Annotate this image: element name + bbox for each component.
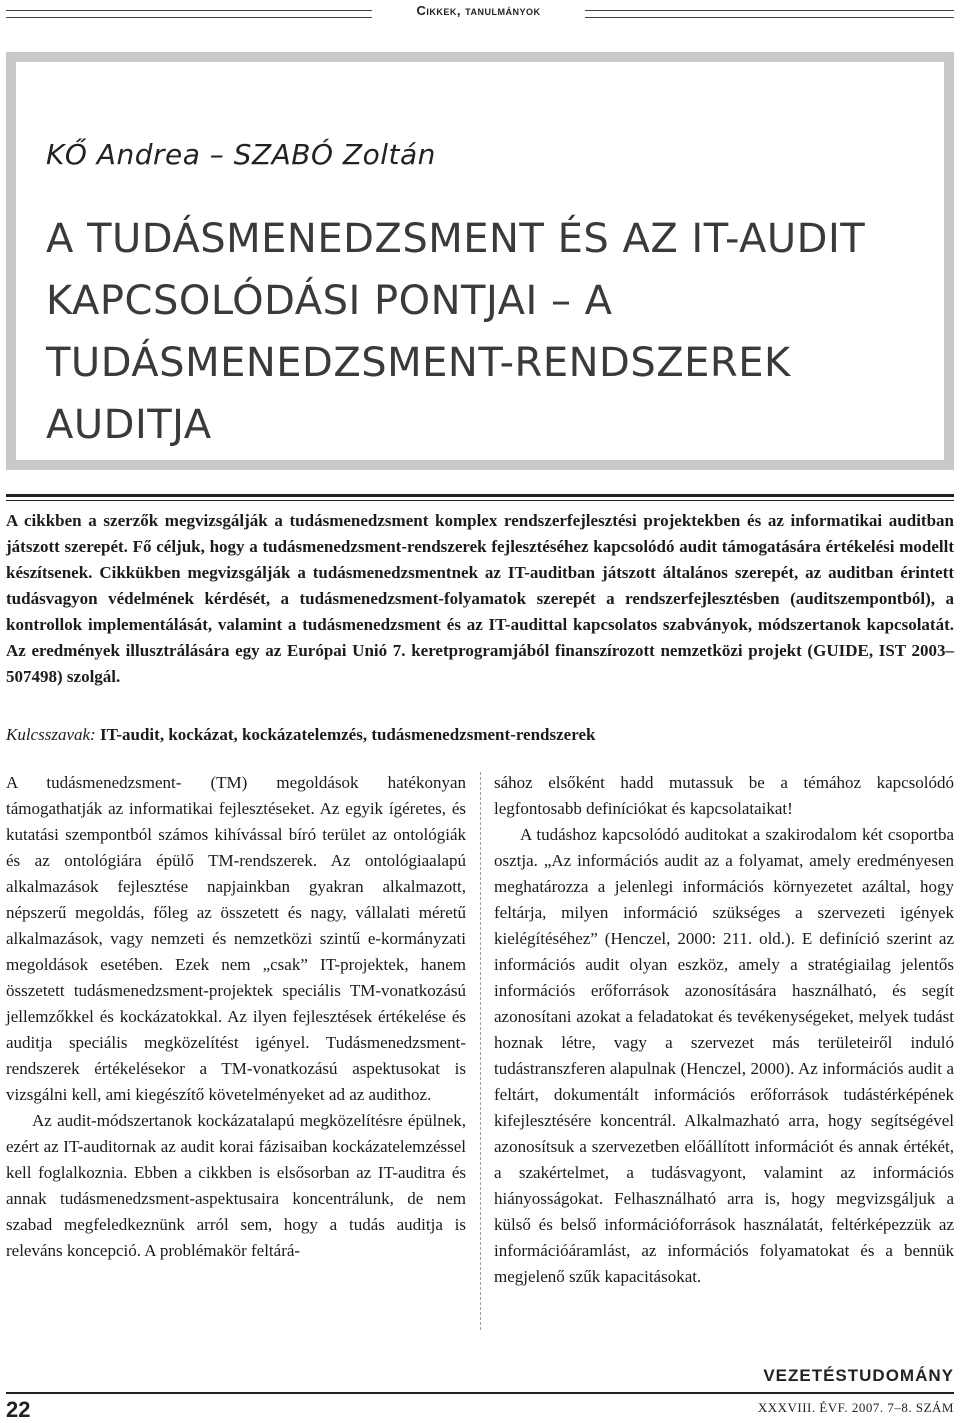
column-separator: [480, 772, 481, 1330]
title-frame: [6, 52, 954, 470]
running-header: [0, 0, 960, 26]
keywords-line: [6, 722, 954, 748]
header-rule-left: [6, 10, 372, 18]
body-column-left: [6, 770, 466, 1264]
footer-rule: [6, 1392, 954, 1394]
title-rule-thick: [6, 494, 954, 497]
issue-info: XXXVIII. ÉVF. 2007. 7–8. SZÁM: [757, 1400, 954, 1415]
keywords-label: Kulcsszavak:: [6, 725, 96, 744]
keywords-text: IT-audit, kockázat, kockázatelemzés, tudásmenedzsment-rendszerek: [99, 725, 596, 744]
title-rule-thin: [6, 500, 954, 501]
body-paragraph: Az audit-módszertanok kockázatalapú megközelítésre épülnek, ezért az IT-auditornak az audit korai fázisaiban kockázatelemzéssel kell foglalkoznia. Ebben a cikkben is elsősorban az IT-auditra és annak tudásmenedzsment-aspektusaira koncentrálunk, de nem szabad megfeledkeznünk arról sem, hogy a tudás auditja is releváns koncepció. A problémakör feltárá-: [6, 1111, 466, 1260]
title-box: [16, 62, 944, 460]
header-rule-right: [585, 10, 954, 18]
body-paragraph: sához elsőként hadd mutassuk be a témához kapcsolódó legfontosabb definíciókat és kapcsolataikat!: [494, 773, 954, 818]
page-number: 22: [6, 1397, 31, 1422]
body-paragraph: A tudáshoz kapcsolódó auditokat a szakirodalom két csoportba osztja. „Az információs audit az a folyamat, amely eredményesen meghatározza a jelenlegi információs környezetet azáltal, hogy feltárja, milyen információ szükséges a szervezeti igények kielégítéséhez” (Henczel, 2000: 211. old.). E definíció szerint az információs audit olyan eszköz, amely a stratégiailag jelentős információs erőforrások azonosítására használható, és segít azonosítani azokat a feladatokat és tevékenységeket, melyek tudást hoznak létre, vagy a szervezet más területeiről induló tudástranszferen alapulnak (Henczel, 2000). Az információs audit a feltárt, dokumentált információs erőforrások tudástérképének kifejlesztésére koncentrál. Alkalmazható arra, hogy segítségével azonosítsuk a szervezetben előállított információt és annak értékét, a szakértelmet, a tudásvagyont, valamint az információs hiányosságokat. Felhasználható arra is, hogy megvizsgáljuk a külső és belső információforrások használatát, feltérképezzük az információáramlást, az információs folyamatokat és a bennük megjelenő szűk kapacitásokat.: [494, 825, 954, 1286]
body-column-right: [494, 770, 954, 1290]
body-paragraph: A tudásmenedzsment- (TM) megoldások hatékonyan támogathatják az informatikai fejlesztéseket. Az egyik ígéretes, és kutatási szempontból számos kihívással bíró terület az ontológiák és az ontológiára épülő TM-rendszerek. Az ontológiaalapú alkalmazások fejlesztése napjainkban gyakran alkalmazott, népszerű megoldás, főleg az összetett és nagy, vállalati méretű alkalmazások, vagy nemzeti és nemzetközi szintű e-kormányzati megoldások esetében. Ezek nem „csak” IT-projektek, hanem összetett tudásmenedzsment-projektek speciális TM-vonatkozású jellemzőkkel és kockázatokkal. Az ilyen fejlesztések értékelése és auditja speciális megközelítést igényel. Tudásmenedzsment-rendszerek értékelésekor a TM-vonatkozású aspektusokat is vizsgálni kell, ami kiegészítő követelményeket ad az audithoz.: [6, 773, 466, 1104]
article-title: A TUDÁSMENEDZSMENT ÉS AZ IT-AUDIT KAPCSOLÓDÁSI PONTJAI – A TUDÁSMENEDZSMENT-RENDSZEREK AUDITJA: [46, 216, 866, 448]
section-label: Cikkek, tanulmányok: [416, 3, 541, 18]
article-authors: KŐ Andrea – SZABÓ Zoltán: [46, 138, 436, 171]
journal-name: VEZETÉSTUDOMÁNY: [763, 1366, 954, 1385]
article-abstract: A cikkben a szerzők megvizsgálják a tudásmenedzsment komplex rendszerfejlesztési projektekben és az informatikai auditban játszott szerepét. Fő céljuk, hogy a tudásmenedzsment-rendszerek fejlesztéséhez kapcsolódó audit támogatására értékelési modellt készítsenek. Cikkükben megvizsgálják a tudásmenedzsmentnek az IT-auditban játszott általános szerepét, az auditban érintett tudásvagyon védelmének kérdését, a tudásmenedzsment-folyamatok szerepét a rendszerfejlesztésben (auditszempontból), a kontrollok implementálását, valamint a tudásmenedzsment és az IT-audittal kapcsolatos szabványok, módszertanok kapcsolatát. Az eredmények illusztrálására egy az Európai Unió 7. keretprogramjából finanszírozott nemzetközi projekt (GUIDE, IST 2003–507498) szolgál.: [6, 511, 954, 686]
